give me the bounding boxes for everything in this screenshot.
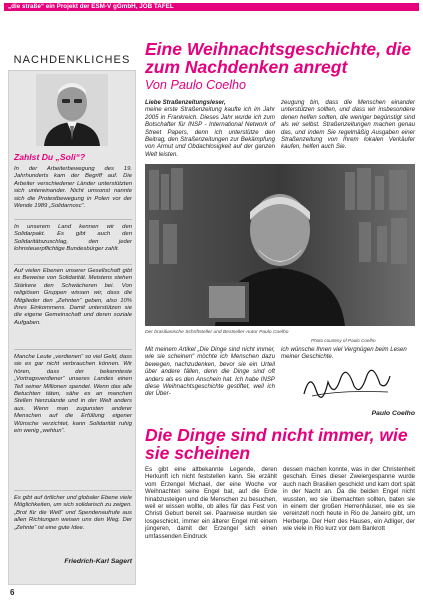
sidebar-title: NACHDENKLICHES bbox=[13, 54, 131, 66]
article-text-right: ich wünsche Ihnen viel Vergnügen beim Lesen meiner Geschichte. bbox=[281, 346, 407, 361]
story-text-left: Es gibt eine altbekannte Legende, deren Herkunft ich nicht feststellen kann. Sie erzählt vom Erzengel Michael, der eine Woche vor Weihnachten seine Engel bat, auf die Erde hinabzusteigen und die Menschen zu besuchen, weil er wissen wollte, ob alles für das Fest von Christi Geburt bereit sei. Paarweise wurden sie losgeschickt, immer ein älterer Engel mit einem jüngeren, damit der Erzengel sich einen umfassenden Eindruck bbox=[145, 466, 277, 540]
article-title: Eine Weihnachtsgeschichte, die zum Nachdenken anregt bbox=[145, 39, 412, 77]
handwritten-signature bbox=[300, 368, 392, 400]
story-title: Die Dinge sind nicht immer, wie sie scheinen bbox=[145, 425, 408, 463]
photo-caption: Der brasilianische Schriftsteller und Bestseller-Autor Paulo Coelho bbox=[145, 330, 289, 335]
sidebar-paragraph-5: Es gibt auf örtlicher und globaler Ebene viele Möglichkeiten, um sich solidarisch zu zeigen. „Brot für die Welt“ und Spendenaufrufe aus allen Richtungen weisen uns den Weg. Der „Zehnte“ ist eine gute Idee. bbox=[14, 495, 132, 531]
sidebar-signature: Friedrich-Karl Sagert bbox=[64, 558, 132, 565]
article-intro-right: zeugung bin, dass die Menschen einander unterstützen sollten, und dass wir insbesondere denen helfen sollten, die weniger begünstigt sind als wir selbst. Straßenzeitungen machen genau das, und indem Sie regelmäßig Ausgaben einer Straßenzeitung von Ihrem lokalen Verkäufer kaufen, helfen auch Sie. bbox=[281, 99, 415, 151]
photo-credit: Photo courtesy of Paulo Coelho bbox=[311, 338, 376, 343]
sidebar-paragraph-1: In der Arbeiterbewegung des 19. Jahrhunderts kam der Begriff auf. Die Arbeiter verschiedener Länder unterstützten sich untereinander. Nicht umsonst nannte sich die Protestbewegung in Polen vor der Wende 1989 „Solidarnosc“. bbox=[14, 166, 132, 210]
article-signature: Paulo Coelho bbox=[371, 410, 415, 417]
article-byline: Von Paulo Coelho bbox=[145, 78, 247, 92]
page-number: 6 bbox=[10, 588, 15, 597]
header-text: „die straße“ ein Projekt der ESM-V gGmbH, JOB TAFEL bbox=[8, 3, 174, 10]
sidebar-divider bbox=[14, 490, 132, 491]
sidebar-divider bbox=[14, 349, 132, 350]
sidebar-paragraph-3: Auf vielen Ebenen unserer Gesellschaft gibt es Beweise von Solidarität. Meistens stehen Stärkere den Schwächeren bei. Von religiösen Gruppen wissen wir, dass die Mitglieder den „Zehnten“ geben, also 10% ihres Einkommens. Damit unterstützen sie die eigene Gemeinschaft und deren soziale Aufgaben. bbox=[14, 268, 132, 326]
sidebar-subtitle: Zahlst Du „Soli“? bbox=[14, 152, 86, 162]
author-photo-image bbox=[145, 164, 415, 326]
sidebar-divider bbox=[14, 219, 132, 220]
article-intro-left bbox=[145, 99, 275, 158]
article-text-left: Mit meinem Artikel „Die Dinge sind nicht immer, wie sie scheinen“ möchte ich Menschen dazu bewegen, nachzudenken, bevor sie ein Urteil über andere fällen, denn die Dinge sind oft anders als es den Anschein hat. Ich habe INSP diese Weihnachtsgeschichte gestiftet, weil ich der Über- bbox=[145, 346, 275, 398]
sidebar-paragraph-2: In unserem Land kennen wir den Solidarpakt. Es gibt auch den Solidaritätszuschlag, den jeder lohnsteuerpflichtige Bundesbürger zahlt. bbox=[14, 224, 132, 253]
intro-lead: Liebe Straßenzeitungsleser, bbox=[145, 99, 226, 106]
intro-body: meine erste Straßenzeitung kaufte ich im Jahr 2005 in Frankreich. Dieses Jahr wurde ich zum Botschafter für INSP - International Network of Street Papers, denn ich unterstütze den Beitrag, den Straßenzeitungen zur Bekämpfung von Armut und Obdachlosigkeit auf der ganzen Welt leisten. bbox=[145, 106, 275, 158]
sidebar-divider bbox=[14, 264, 132, 265]
portrait-photo bbox=[36, 74, 108, 146]
portrait-image bbox=[36, 74, 108, 146]
sidebar-paragraph-4: Manche Leute „verdienen“ so viel Geld, dass sie es gar nicht verbrauchen können. Wir hören, dass der bekannteste „Vortragsverdiener“ unseres Landes einen Teil seiner Millionen spendet. Wenn das alle Betuchten täten, sähe es an manchen Stellen hierzulande und in der Welt anders aus. Wenn man zugunsten anderer Menschen auf die Erfüllung eigener Wünsche verzichtet, kann Solidarität ruhig ein wenig „wehtun“. bbox=[14, 354, 132, 435]
article-photo bbox=[145, 164, 415, 326]
story-text-right: dessen machen konnte, was in der Christenheit geschah. Eines dieser Zweiergespanne wurde auch nach Brasilien geschickt und kam dort spät in der Nacht an. Da die beiden Engel nicht wussten, wo sie übernachten sollten, baten sie in einem der großen Herrenhäuser, wie es sie vereinzelt noch heute in Rio de Janeiro gibt, um Herberge. Der Herr des Hauses, ein Adliger, der wie viele in Rio kurz vor dem Bankrott bbox=[283, 466, 415, 533]
